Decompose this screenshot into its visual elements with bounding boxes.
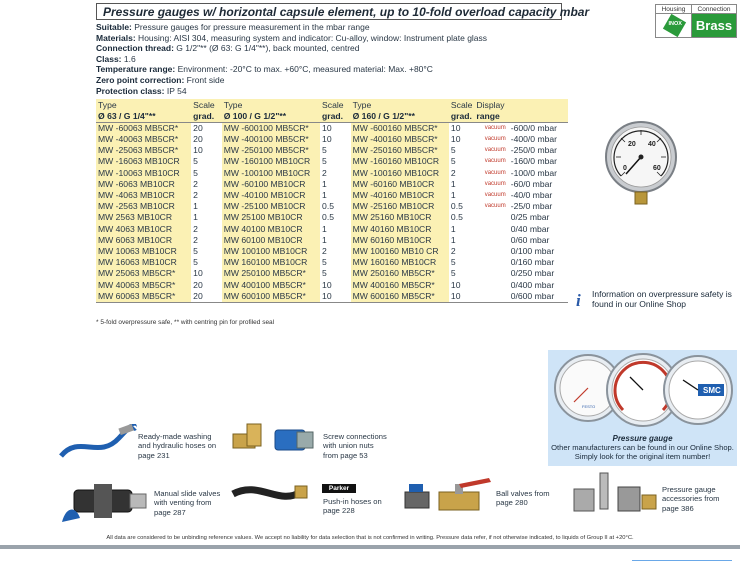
dial-label: 0 [623, 165, 627, 172]
table-cell: vacuum [474, 201, 508, 212]
product-link-push-in-hoses[interactable]: Push-in hoses on page 228 [323, 497, 382, 516]
table-cell: MW 250160 MB5CR* [351, 268, 449, 279]
material-badge [655, 4, 737, 38]
table-cell: vacuum [474, 145, 508, 156]
table-cell: MW 400160 MB5CR* [351, 279, 449, 290]
table-cell: 10 [320, 279, 351, 290]
table-cell: 5 [449, 145, 475, 156]
table-row [96, 156, 568, 167]
table-cell: grad. [320, 111, 351, 123]
table-cell: 0/250 mbar [509, 268, 568, 279]
table-cell: MW -25100 MB10CR [222, 201, 320, 212]
table-row [96, 224, 568, 235]
table-cell: 10 [449, 279, 475, 290]
footer-divider [0, 545, 740, 549]
table-cell: MW -400160 MB5CR* [351, 134, 449, 145]
svg-text:SMC: SMC [703, 386, 721, 395]
table-cell: 5 [320, 268, 351, 279]
table-cell: MW 60160 MB10CR [351, 235, 449, 246]
table-cell: 0/160 mbar [509, 257, 568, 268]
page-footer: All data are considered to be unbinding reference values. We accept no liability for data selection that is not confirmed in writing. Pressure data refer, if not otherwise indicated, to liquids of Group II at +20°C. [106, 535, 634, 541]
table-cell: MW 400100 MB5CR* [222, 279, 320, 290]
table-cell [474, 291, 508, 303]
table-cell: MW -40063 MB5CR* [96, 134, 191, 145]
specifications [96, 22, 566, 96]
info-icon: i [576, 291, 581, 310]
table-cell: vacuum [474, 123, 508, 135]
table-cell [474, 268, 508, 279]
table-cell: range [474, 111, 568, 123]
table-row [96, 257, 568, 268]
spec-zero-point: Zero point correction: Front side [96, 74, 225, 85]
oem-text: Other manufacturers can be found in our Online Shop. Simply look for the original item number! [551, 443, 734, 461]
table-cell: 10 [449, 134, 475, 145]
svg-text:FESTO: FESTO [582, 404, 596, 409]
table-cell: vacuum [474, 179, 508, 190]
dial-label: 40 [648, 141, 656, 148]
table-cell: -25/0 mbar [509, 201, 568, 212]
table-cell: MW -60063 MB5CR* [96, 123, 191, 135]
table-cell: 10 [191, 145, 222, 156]
ball-valve-image [399, 474, 495, 520]
table-cell: MW -100160 MB10CR [351, 168, 449, 179]
table-cell: MW 25100 MB10CR [222, 212, 320, 223]
table-cell: MW 4063 MB10CR [96, 224, 191, 235]
product-link-hoses[interactable]: Ready-made washing and hydraulic hoses on page 231 [138, 432, 217, 460]
table-cell: Ø 100 / G 1/2"** [222, 111, 320, 123]
table-row [96, 168, 568, 179]
table-cell: 10 [449, 291, 475, 303]
table-cell: 0.5 [449, 212, 475, 223]
table-cell: 1 [449, 235, 475, 246]
slide-valve-image [60, 476, 150, 526]
table-cell: 20 [191, 291, 222, 303]
table-cell: MW 40100 MB10CR [222, 224, 320, 235]
table-cell: Type [96, 99, 191, 111]
table-cell: 2 [191, 235, 222, 246]
table-cell: MW -60160 MB10CR [351, 179, 449, 190]
product-link-ball-valves[interactable]: Ball valves from page 280 [496, 489, 550, 508]
table-cell: MW 6063 MB10CR [96, 235, 191, 246]
spec-suitable: Suitable: Pressure gauges for pressure measurement in the mbar range [96, 22, 370, 32]
table-cell: vacuum [474, 156, 508, 167]
table-cell: vacuum [474, 190, 508, 201]
table-cell: MW 250100 MB5CR* [222, 268, 320, 279]
table-cell: vacuum [474, 134, 508, 145]
table-cell: 20 [191, 279, 222, 290]
spec-connection-thread: Connection thread: G 1/2"** (Ø 63: G 1/4"**), back mounted, centred [96, 43, 360, 54]
table-cell: 0/60 mbar [509, 235, 568, 246]
table-cell: 1 [449, 190, 475, 201]
table-cell: 20 [191, 123, 222, 135]
table-cell: MW -600100 MB5CR* [222, 123, 320, 135]
table-cell [474, 212, 508, 223]
table-cell: Scale [191, 99, 222, 111]
table-cell: 0/100 mbar [509, 246, 568, 257]
table-row [96, 179, 568, 190]
table-cell: MW -60100 MB10CR [222, 179, 320, 190]
hose-image [59, 424, 137, 464]
table-cell: MW -160100 MB10CR [222, 156, 320, 167]
table-cell: 2 [320, 246, 351, 257]
table-cell: MW -250160 MB5CR* [351, 145, 449, 156]
table-cell: MW -4063 MB10CR [96, 190, 191, 201]
table-cell [474, 257, 508, 268]
table-cell: 5 [449, 268, 475, 279]
table-cell: MW -16063 MB10CR [96, 156, 191, 167]
table-row [96, 123, 568, 135]
inox-icon: INOX [655, 14, 692, 38]
pressure-gauge-image [604, 118, 678, 206]
table-cell: MW 40160 MB10CR [351, 224, 449, 235]
table-cell: grad. [449, 111, 475, 123]
table-row [96, 212, 568, 223]
table-row [96, 190, 568, 201]
table-cell: 0/400 mbar [509, 279, 568, 290]
table-cell: MW -40100 MB10CR [222, 190, 320, 201]
spec-temperature-range: Temperature range: Environment: -20°C to max. +60°C, measured material: Max. +80°C [96, 64, 433, 75]
table-cell: MW -600160 MB5CR* [351, 123, 449, 135]
table-cell: -600/0 mbar [509, 123, 568, 135]
table-cell: MW -400100 MB5CR* [222, 134, 320, 145]
table-cell: 5 [191, 257, 222, 268]
table-cell: 10 [191, 268, 222, 279]
table-cell: -60/0 mbar [509, 179, 568, 190]
spec-class: Class: 1.6 [96, 53, 136, 64]
table-cell: MW -2563 MB10CR [96, 201, 191, 212]
table-cell: 2 [449, 168, 475, 179]
table-cell: Scale [320, 99, 351, 111]
table-cell [474, 224, 508, 235]
table-cell: MW -10063 MB10CR [96, 168, 191, 179]
table-cell: Display [474, 99, 568, 111]
table-cell: -400/0 mbar [509, 134, 568, 145]
parker-logo: Parker [322, 484, 356, 493]
product-link-screw-connections[interactable]: Screw connections with union nuts from page 53 [323, 432, 387, 460]
table-cell: 1 [320, 235, 351, 246]
table-row [96, 246, 568, 257]
table-row [96, 268, 568, 279]
table-cell: 0.5 [449, 201, 475, 212]
table-row [96, 235, 568, 246]
table-cell: MW -25160 MB10CR [351, 201, 449, 212]
table-cell: 5 [320, 156, 351, 167]
table-cell: MW -25063 MB5CR* [96, 145, 191, 156]
table-cell: 10 [320, 134, 351, 145]
table-cell: Ø 63 / G 1/4"** [96, 111, 191, 123]
product-link-slide-valves[interactable]: Manual slide valves with venting from page 287 [154, 489, 221, 517]
table-cell: MW -250100 MB5CR* [222, 145, 320, 156]
table-cell: -250/0 mbar [509, 145, 568, 156]
table-cell: 0/40 mbar [509, 224, 568, 235]
oem-promo[interactable] [548, 350, 737, 466]
push-in-hose-image [229, 476, 321, 514]
table-cell: 20 [191, 134, 222, 145]
gauge-accessories-image [570, 469, 658, 519]
housing-label: Housing [655, 4, 692, 14]
table-cell: Ø 160 / G 1/2"** [351, 111, 449, 123]
table-cell: 5 [191, 168, 222, 179]
table-cell: MW 2563 MB10CR [96, 212, 191, 223]
table-cell: 2 [191, 179, 222, 190]
product-table [96, 99, 568, 303]
table-cell: 0/25 mbar [509, 212, 568, 223]
table-cell: 10 [449, 123, 475, 135]
table-cell: 5 [320, 145, 351, 156]
table-cell: MW 16063 MB10CR [96, 257, 191, 268]
table-cell: 0/600 mbar [509, 291, 568, 303]
table-row [96, 134, 568, 145]
table-cell: vacuum [474, 168, 508, 179]
table-cell: 5 [191, 156, 222, 167]
product-link-gauge-accessories[interactable]: Pressure gauge accessories from page 386 [662, 485, 720, 513]
screw-connection-image [227, 420, 319, 460]
table-cell: 1 [320, 179, 351, 190]
bottom-accent [632, 560, 732, 561]
table-cell: MW 25160 MB10CR [351, 212, 449, 223]
table-cell: MW 600160 MB5CR* [351, 291, 449, 303]
table-cell: 1 [449, 224, 475, 235]
table-cell: Scale [450, 100, 473, 110]
table-cell: MW -100100 MB10CR [222, 168, 320, 179]
table-cell: MW -40160 MB10CR [351, 190, 449, 201]
table-cell: 5 [320, 257, 351, 268]
connection-material: Brass [692, 14, 737, 38]
table-cell: 2 [320, 168, 351, 179]
table-footnote: * 5-fold overpressure safe, ** with centring pin for profiled seal [96, 319, 275, 326]
table-cell: 10 [320, 123, 351, 135]
connection-label: Connection [692, 4, 737, 14]
table-cell [474, 246, 508, 257]
table-cell: 0.5 [320, 212, 351, 223]
dial-label: 20 [628, 141, 636, 148]
gauges-image [548, 350, 737, 434]
table-row [96, 291, 568, 303]
table-cell: MW 160100 MB10CR [222, 257, 320, 268]
table-cell: 1 [320, 190, 351, 201]
table-cell: MW 60100 MB10CR [222, 235, 320, 246]
table-cell: MW 100160 MB10 CR [351, 246, 449, 257]
table-cell [474, 235, 508, 246]
oem-title: Pressure gauge [612, 434, 673, 443]
table-cell: 2 [191, 190, 222, 201]
page-title: Pressure gauges w/ horizontal capsule element, up to 10-fold overload capacity mbar [96, 3, 562, 20]
dial-label: 60 [653, 165, 661, 172]
table-row [96, 111, 568, 123]
table-cell: MW -160160 MB10CR [351, 156, 449, 167]
table-cell: MW 600100 MB5CR* [222, 291, 320, 303]
table-cell: 10 [320, 291, 351, 303]
table-cell: MW 60063 MB5CR* [96, 291, 191, 303]
table-cell: MW 160160 MB10CR [351, 257, 449, 268]
table-cell: 2 [191, 224, 222, 235]
table-row [96, 201, 568, 212]
table-cell: 1 [191, 201, 222, 212]
table-cell: 5 [449, 156, 475, 167]
spec-materials: Materials: Housing: AISI 304, measuring system and indicator: Cu-alloy, window: Instrument plate glass [96, 32, 488, 43]
table-cell: MW 100100 MB10CR [222, 246, 320, 257]
table-row [96, 279, 568, 290]
table-cell: 1 [320, 224, 351, 235]
table-cell: MW 40063 MB5CR* [96, 279, 191, 290]
table-cell: 1 [449, 179, 475, 190]
table-cell: 0.5 [320, 201, 351, 212]
table-cell: MW 10063 MB10CR [96, 246, 191, 257]
table-cell: MW 25063 MB5CR* [96, 268, 191, 279]
table-cell [474, 279, 508, 290]
table-cell: grad. [191, 111, 222, 123]
table-cell: Type [351, 99, 449, 111]
table-row [96, 99, 568, 111]
table-row [96, 145, 568, 156]
table-cell: 1 [191, 212, 222, 223]
table-cell: -160/0 mbar [509, 156, 568, 167]
table-cell: MW -6063 MB10CR [96, 179, 191, 190]
table-cell: Type [222, 99, 320, 111]
table-cell: 5 [449, 257, 475, 268]
table-cell: -100/0 mbar [509, 168, 568, 179]
table-cell: 5 [191, 246, 222, 257]
table-cell: 2 [449, 246, 475, 257]
table-cell: -40/0 mbar [509, 190, 568, 201]
spec-protection-class: Protection class: IP 54 [96, 85, 187, 96]
